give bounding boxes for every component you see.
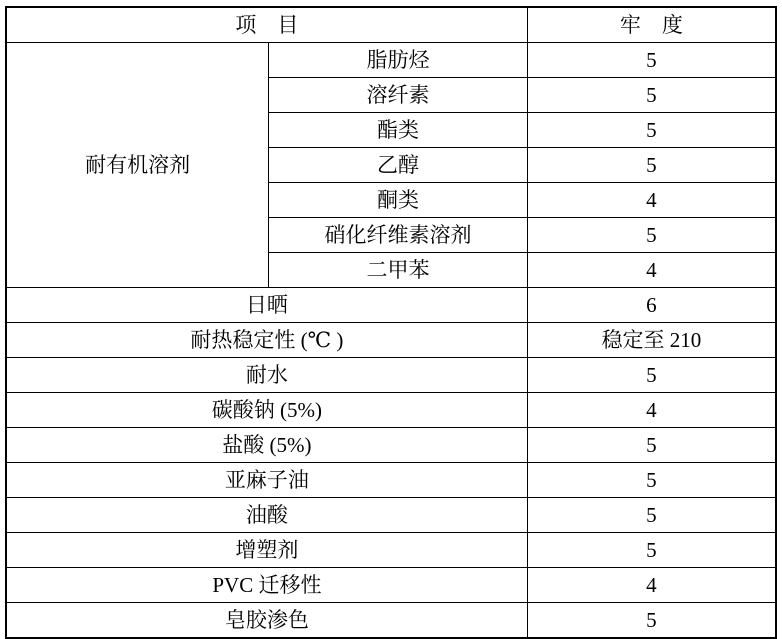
row-value: 4 bbox=[527, 393, 776, 428]
row-name: 日晒 bbox=[6, 288, 527, 323]
table-row bbox=[6, 323, 776, 358]
row-name: 油酸 bbox=[6, 498, 527, 533]
row-value: 5 bbox=[527, 358, 776, 393]
sub-item-name: 酮类 bbox=[269, 183, 528, 218]
row-name: 耐水 bbox=[6, 358, 527, 393]
document-page bbox=[0, 6, 782, 632]
header-fastness: 牢 度 bbox=[527, 7, 776, 43]
group-label-organic-solvent: 耐有机溶剂 bbox=[6, 43, 269, 288]
sub-item-name: 溶纤素 bbox=[269, 78, 528, 113]
row-name: 亚麻子油 bbox=[6, 463, 527, 498]
sub-item-value: 5 bbox=[527, 43, 776, 78]
table-row bbox=[6, 428, 776, 463]
row-value: 5 bbox=[527, 428, 776, 463]
row-name: PVC 迁移性 bbox=[6, 568, 527, 603]
header-item: 项 目 bbox=[6, 7, 527, 43]
row-value: 6 bbox=[527, 288, 776, 323]
row-name: 增塑剂 bbox=[6, 533, 527, 568]
row-name: 碳酸钠 (5%) bbox=[6, 393, 527, 428]
sub-item-name: 酯类 bbox=[269, 113, 528, 148]
sub-item-name: 乙醇 bbox=[269, 148, 528, 183]
sub-item-value: 5 bbox=[527, 218, 776, 253]
row-value: 4 bbox=[527, 568, 776, 603]
table-row bbox=[6, 568, 776, 603]
sub-item-value: 4 bbox=[527, 183, 776, 218]
row-name: 盐酸 (5%) bbox=[6, 428, 527, 463]
table-row bbox=[6, 463, 776, 498]
row-value: 5 bbox=[527, 533, 776, 568]
table-row bbox=[6, 533, 776, 568]
row-value: 稳定至 210 bbox=[527, 323, 776, 358]
sub-item-value: 4 bbox=[527, 253, 776, 288]
table-row bbox=[6, 288, 776, 323]
table-row bbox=[6, 358, 776, 393]
table-row bbox=[6, 498, 776, 533]
row-value: 5 bbox=[527, 463, 776, 498]
row-value: 5 bbox=[527, 498, 776, 533]
table-row bbox=[6, 43, 776, 78]
sub-item-value: 5 bbox=[527, 148, 776, 183]
row-name: 耐热稳定性 (℃ ) bbox=[6, 323, 527, 358]
sub-item-name: 脂肪烃 bbox=[269, 43, 528, 78]
sub-item-name: 硝化纤维素溶剂 bbox=[269, 218, 528, 253]
table-row bbox=[6, 603, 776, 639]
sub-item-value: 5 bbox=[527, 113, 776, 148]
sub-item-value: 5 bbox=[527, 78, 776, 113]
table-header-row bbox=[6, 7, 776, 43]
sub-item-name: 二甲苯 bbox=[269, 253, 528, 288]
row-value: 5 bbox=[527, 603, 776, 639]
row-name: 皂胶渗色 bbox=[6, 603, 527, 639]
fastness-table bbox=[5, 6, 777, 639]
table-row bbox=[6, 393, 776, 428]
